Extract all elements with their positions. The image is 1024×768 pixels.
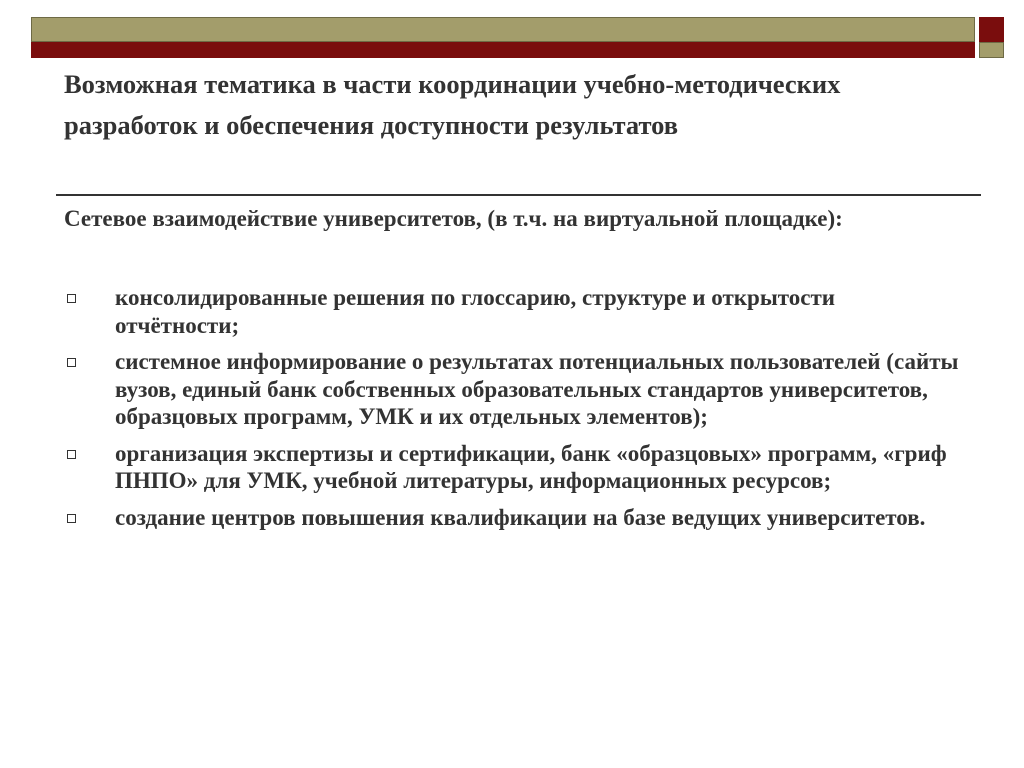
bullet-item (64, 348, 964, 431)
slide-body (64, 204, 964, 540)
hollow-square-bullet-icon (67, 294, 76, 303)
intro-text: Сетевое взаимодействие университетов, (в т.ч. на виртуальной площадке): (64, 206, 843, 231)
bullet-item (64, 284, 964, 339)
bullet-item (64, 504, 964, 532)
bullet-text: консолидированные решения по глоссарию, структуре и открытости отчётности; (115, 285, 836, 338)
banner-corner-square-olive (979, 42, 1004, 58)
bullet-text: системное информирование о результатах потенциальных пользователей (сайты вузов, единый банк собственных образовательных стандартов университетов, образцовых программ, УМК и их отдельных элементов); (115, 349, 959, 429)
banner-corner-square-maroon (979, 17, 1004, 42)
hollow-square-bullet-icon (67, 450, 76, 459)
hollow-square-bullet-icon (67, 514, 76, 523)
top-banner-maroon-bar (31, 42, 975, 58)
bullet-text: создание центров повышения квалификации на базе ведущих университетов. (115, 504, 926, 530)
top-banner-olive-bar (31, 17, 975, 42)
bullet-list (64, 284, 964, 531)
title-divider (56, 194, 981, 196)
bullet-item (64, 440, 964, 495)
hollow-square-bullet-icon (67, 358, 76, 367)
slide-title: Возможная тематика в части координации учебно-методических разработок и обеспечения доступности результатов (64, 69, 841, 140)
bullet-text: организация экспертизы и сертификации, банк «образцовых» программ, «гриф ПНПО» для УМК, учебной литературы, информационных ресурсов; (115, 440, 947, 493)
